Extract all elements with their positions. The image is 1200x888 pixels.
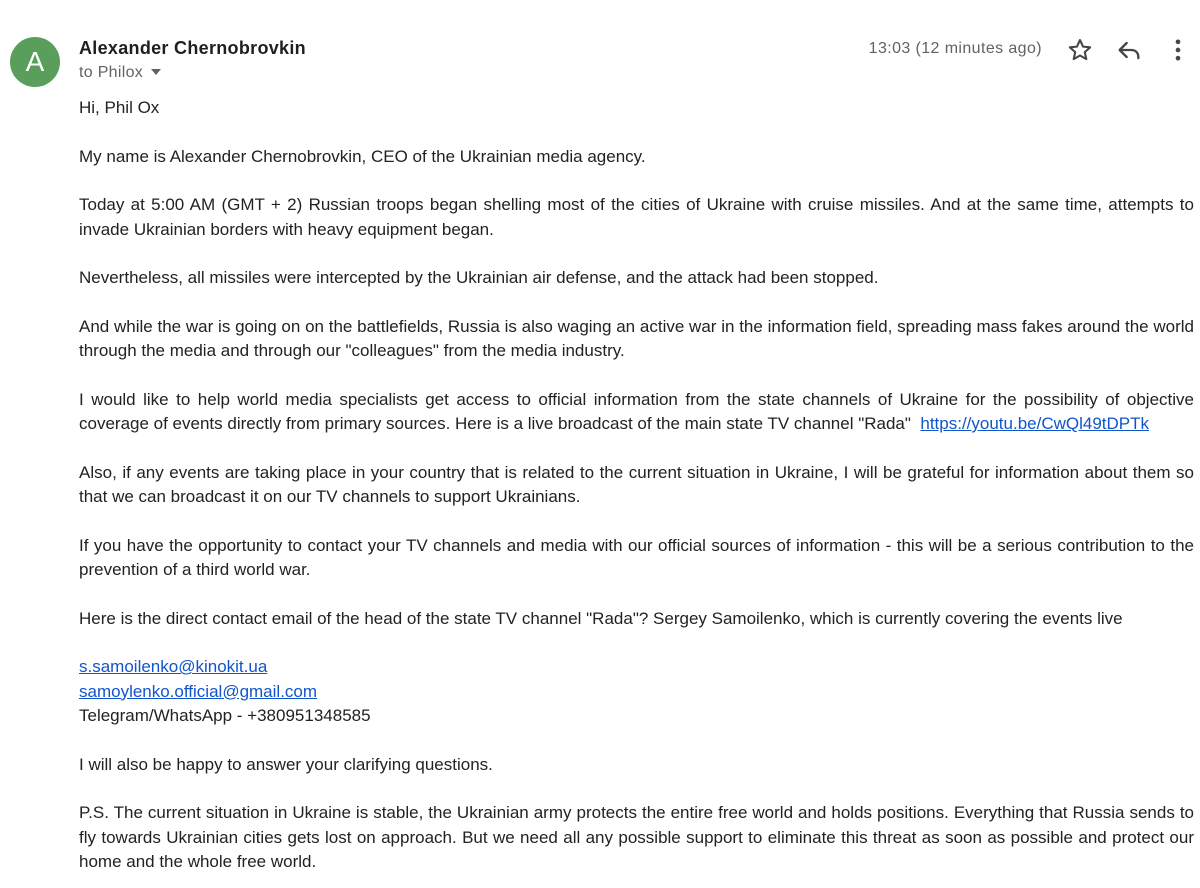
- paragraph-postscript: P.S. The current situation in Ukraine is stable, the Ukrainian army protects the entire free world and holds positions. Everything that Russia sends to fly towards Ukrainian cities gets lost on approach. But we need all any possible support to eliminate this threat as soon as possible and protect our home and the whole free world.: [79, 803, 1194, 871]
- paragraph-events: Also, if any events are taking place in your country that is related to the current situation in Ukraine, I will be grateful for information about them so that we can broadcast it on our TV channels to support Ukrainians.: [79, 462, 1194, 506]
- paragraph-direct-contact: Here is the direct contact email of the head of the state TV channel "Rada"? Sergey Samoilenko, which is currently covering the events live: [79, 608, 1123, 628]
- email-link-kinokit[interactable]: s.samoilenko@kinokit.ua: [79, 657, 268, 676]
- avatar[interactable]: A: [10, 37, 60, 87]
- paragraph-attack: Today at 5:00 AM (GMT + 2) Russian troops began shelling most of the cities of Ukraine with cruise missiles. And at the same time, attempts to invade Ukrainian borders with heavy equipment began.: [79, 195, 1194, 239]
- caret-down-icon[interactable]: [151, 69, 161, 75]
- paragraph-contact-media: If you have the opportunity to contact your TV channels and media with our official sources of information - this will be a serious contribution to the prevention of a third world war.: [79, 535, 1194, 579]
- contact-list: [79, 655, 1194, 729]
- reply-icon: [1115, 36, 1143, 64]
- paragraph-information-war: And while the war is going on on the battlefields, Russia is also waging an active war in the information field, spreading mass fakes around the world through the media and through our "colleagues" from the media industry.: [79, 316, 1194, 360]
- youtube-link[interactable]: https://youtu.be/CwQl49tDPTk: [920, 414, 1150, 433]
- email-body: [79, 96, 1194, 888]
- paragraph-intro: My name is Alexander Chernobrovkin, CEO of the Ukrainian media agency.: [79, 146, 646, 166]
- more-vert-icon: [1164, 36, 1192, 64]
- reply-button[interactable]: [1115, 36, 1143, 64]
- star-icon: [1066, 36, 1094, 64]
- paragraph-broadcast: [79, 388, 1194, 437]
- broadcast-text: I would like to help world media specialists get access to official information from the state channels of Ukraine for the possibility of objective coverage of events directly from primary sources. Here is a live broadcast of the main state TV channel "Rada": [79, 389, 1194, 433]
- more-options-button[interactable]: [1164, 36, 1192, 64]
- paragraph-questions: I will also be happy to answer your clarifying questions.: [79, 754, 493, 774]
- star-button[interactable]: [1066, 36, 1094, 64]
- recipient-label: to Philox: [79, 64, 144, 81]
- paragraph-defense: Nevertheless, all missiles were intercepted by the Ukrainian air defense, and the attack had been stopped.: [79, 268, 879, 287]
- email-link-gmail[interactable]: samoylenko.official@gmail.com: [79, 681, 318, 701]
- phone-contact: Telegram/WhatsApp - +380951348585: [79, 706, 371, 725]
- sender-name[interactable]: Alexander Chernobrovkin: [79, 38, 306, 58]
- greeting: Hi, Phil Ox: [79, 98, 160, 117]
- recipient-dropdown[interactable]: [79, 64, 161, 82]
- timestamp: 13:03 (12 minutes ago): [868, 40, 1042, 57]
